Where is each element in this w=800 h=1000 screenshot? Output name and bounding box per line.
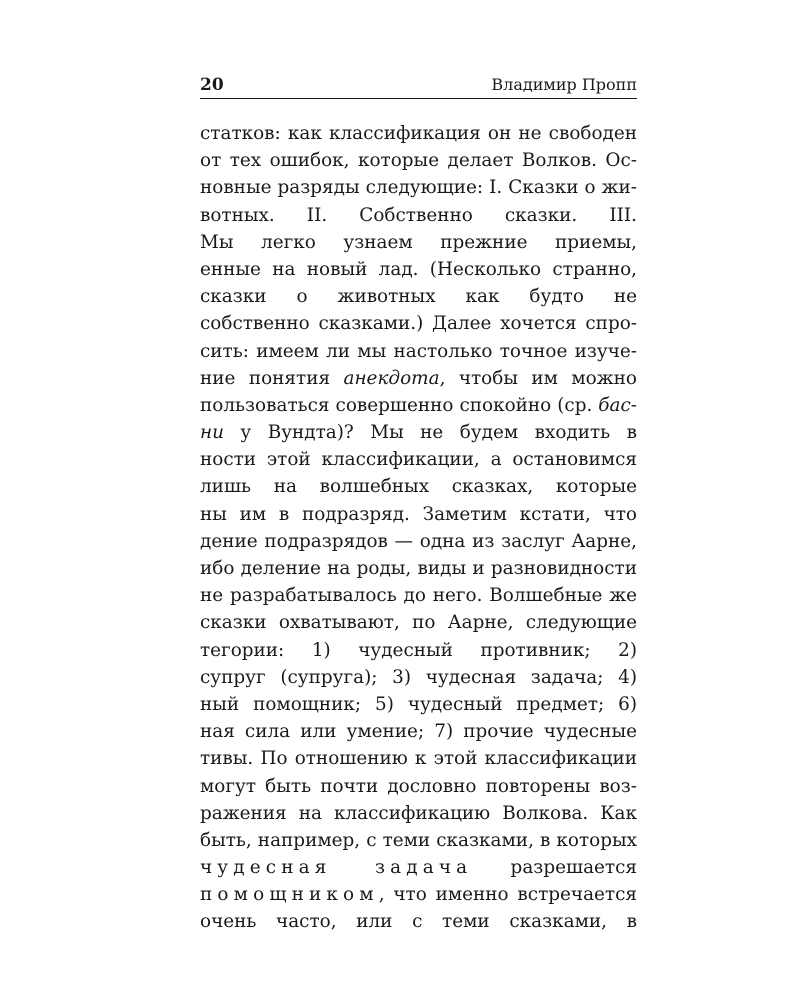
text-line: [200, 473, 637, 500]
text-segment: собственно сказками.) Далее хочется спро-: [200, 313, 637, 335]
text-line: [200, 528, 637, 555]
text-segment: , что именно встречается: [378, 884, 637, 906]
text-line: [200, 718, 637, 745]
text-segment: пользоваться совершенно спокойно (ср.: [200, 394, 599, 416]
text-segment: сказки охватывают, по Аарне, следующие: [200, 612, 637, 634]
text-segment: статков: как классификация он не свободен: [200, 123, 637, 144]
text-line: [200, 773, 637, 800]
text-segment: сить: имеем ли мы настолько точное изуче-: [200, 340, 637, 362]
text-line: [200, 365, 637, 392]
body-text: [200, 120, 637, 936]
text-segment: могут быть почти дословно повторены воз-: [200, 775, 637, 797]
text-segment: тегории: 1) чудесный противник; 2): [200, 639, 637, 661]
text-line: [200, 664, 637, 691]
italic-text: анекдота: [343, 367, 440, 389]
text-segment: енные на новый лад. (Несколько странно,: [200, 258, 637, 280]
text-line: [200, 881, 637, 908]
text-line: [200, 310, 637, 337]
text-line: [200, 338, 637, 365]
text-line: [200, 392, 637, 419]
text-line: [200, 501, 637, 528]
text-line: [200, 120, 637, 147]
text-line: [200, 637, 637, 664]
text-segment: ибо деление на роды, виды и разновидности: [200, 558, 637, 579]
text-segment: ражения на классификацию Волкова. Как: [200, 802, 637, 824]
text-segment: у Вундта)? Мы не будем входить в: [240, 422, 637, 444]
text-line: [200, 147, 637, 174]
text-line: [200, 256, 637, 283]
text-segment: не разрабатывалось до него. Волшебные же: [200, 585, 637, 607]
text-line: [200, 800, 637, 827]
text-segment: вотных. II. Собственно сказки. III.: [200, 204, 637, 226]
text-segment: тивы. По отношению к этой классификации: [200, 748, 637, 770]
italic-text: ни: [200, 422, 224, 444]
text-segment: ный помощник; 5) чудесный предмет; 6): [200, 693, 637, 715]
text-segment: сказки о животных как будто не: [200, 286, 637, 308]
text-segment: ны им в подразряд. Заметим кстати, что: [200, 503, 637, 525]
text-segment: Мы легко узнаем прежние приемы,: [200, 231, 637, 253]
text-segment: дение подразрядов — одна из заслуг Аарне,: [200, 530, 637, 552]
spaced-text: помощником: [200, 884, 379, 906]
text-line: [200, 202, 637, 229]
text-line: [200, 908, 637, 935]
text-line: [200, 854, 637, 881]
text-line: [200, 691, 637, 718]
text-segment: ная сила или умение; 7) прочие чудесные: [200, 721, 637, 743]
text-segment: быть, например, с теми сказками, в которых: [200, 829, 637, 851]
text-segment: ние понятия: [200, 367, 344, 389]
text-line: [200, 745, 637, 772]
page-header: [200, 72, 637, 99]
text-line: [200, 582, 637, 609]
text-segment: от тех ошибок, которые делает Волков. Ос-: [200, 150, 637, 172]
text-line: [200, 419, 637, 446]
text-segment: разрешается: [472, 857, 637, 879]
text-segment: очень часто, или с теми сказками, в: [200, 911, 637, 933]
running-head: Владимир Пропп: [491, 75, 637, 94]
text-segment: ности этой классификации, а остановимся: [200, 449, 637, 471]
text-segment: супруг (супруга); 3) чудесная задача; 4): [200, 666, 637, 688]
text-line: [200, 229, 637, 256]
text-segment: , чтобы им можно: [439, 367, 637, 389]
italic-text: бас-: [598, 394, 637, 416]
text-line: [200, 174, 637, 201]
text-line: [200, 446, 637, 473]
text-segment: новные разряды следующие: I. Сказки о жи-: [200, 177, 637, 199]
page-number: 20: [200, 75, 224, 95]
text-segment: лишь на волшебных сказках, которые: [200, 476, 637, 498]
text-line: [200, 827, 637, 854]
text-line: [200, 555, 637, 582]
spaced-text: чудесная задача: [200, 857, 473, 879]
text-line: [200, 283, 637, 310]
text-line: [200, 609, 637, 636]
